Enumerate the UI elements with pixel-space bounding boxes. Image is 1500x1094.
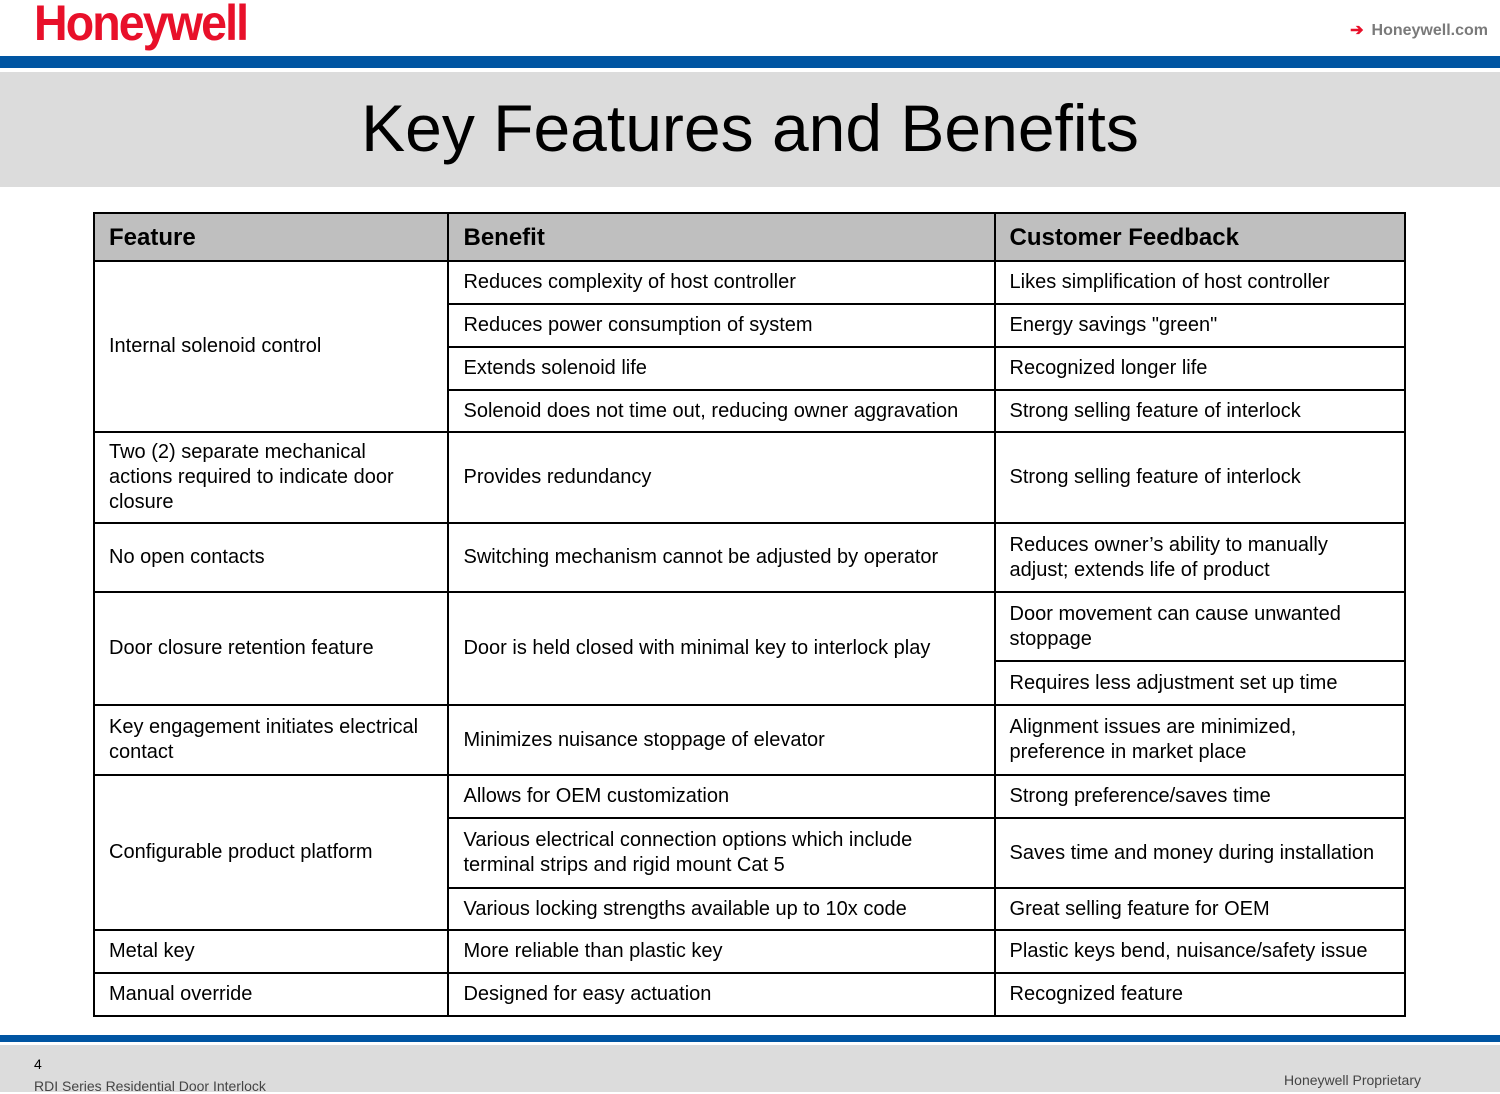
page-number: 4: [34, 1056, 42, 1072]
benefit-cell: More reliable than plastic key: [448, 930, 994, 973]
column-header: Feature: [94, 213, 448, 261]
feature-cell: Door closure retention feature: [94, 592, 448, 705]
honeywell-link[interactable]: [1350, 20, 1488, 40]
feature-cell: No open contacts: [94, 523, 448, 592]
benefit-cell: Reduces complexity of host controller: [448, 261, 994, 304]
feature-cell: Two (2) separate mechanical actions required to indicate door closure: [94, 432, 448, 523]
column-header: Benefit: [448, 213, 994, 261]
feedback-cell: Reduces owner’s ability to manually adjust; extends life of product: [995, 523, 1405, 592]
feedback-cell: Strong selling feature of interlock: [995, 432, 1405, 523]
footer-divider: [0, 1035, 1500, 1042]
table-row: [94, 930, 1405, 973]
table-header: [94, 213, 1405, 261]
table-row: [94, 432, 1405, 523]
feedback-cell: Alignment issues are minimized, preference in market place: [995, 705, 1405, 775]
arrow-right-icon: ➔: [1350, 22, 1364, 39]
feedback-cell: Requires less adjustment set up time: [995, 661, 1405, 705]
feedback-cell: Great selling feature for OEM: [995, 888, 1405, 930]
feedback-cell: Door movement can cause unwanted stoppage: [995, 592, 1405, 661]
benefit-cell: Extends solenoid life: [448, 347, 994, 390]
features-table: [93, 212, 1406, 1017]
feedback-cell: Recognized feature: [995, 973, 1405, 1016]
table-row: [94, 261, 1405, 304]
feature-cell: Configurable product platform: [94, 775, 448, 930]
benefit-cell: Minimizes nuisance stoppage of elevator: [448, 705, 994, 775]
table-row: [94, 775, 1405, 818]
table-row: [94, 523, 1405, 592]
honeywell-link-text[interactable]: Honeywell.com: [1371, 22, 1488, 39]
feedback-cell: Energy savings "green": [995, 304, 1405, 347]
feature-cell: Key engagement initiates electrical contact: [94, 705, 448, 775]
benefit-cell: Reduces power consumption of system: [448, 304, 994, 347]
benefit-cell: Solenoid does not time out, reducing owner aggravation: [448, 390, 994, 432]
header-divider: [0, 56, 1500, 68]
benefit-cell: Designed for easy actuation: [448, 973, 994, 1016]
page-title: Key Features and Benefits: [361, 91, 1139, 165]
deck-title: RDI Series Residential Door Interlock: [34, 1078, 266, 1094]
classification: Honeywell Proprietary: [1284, 1072, 1421, 1088]
benefit-cell: Allows for OEM customization: [448, 775, 994, 818]
feature-cell: Internal solenoid control: [94, 261, 448, 432]
table-row: [94, 973, 1405, 1016]
table-row: [94, 705, 1405, 775]
column-header: Customer Feedback: [995, 213, 1405, 261]
feedback-cell: Strong selling feature of interlock: [995, 390, 1405, 432]
benefit-cell: Various locking strengths available up to 10x code: [448, 888, 994, 930]
benefit-cell: Switching mechanism cannot be adjusted by operator: [448, 523, 994, 592]
feature-cell: Manual override: [94, 973, 448, 1016]
feedback-cell: Saves time and money during installation: [995, 818, 1405, 888]
feedback-cell: Likes simplification of host controller: [995, 261, 1405, 304]
honeywell-logo: Honeywell: [34, 0, 248, 51]
benefit-cell: Provides redundancy: [448, 432, 994, 523]
benefit-cell: Various electrical connection options which include terminal strips and rigid mount Cat 5: [448, 818, 994, 888]
table-row: [94, 592, 1405, 661]
feature-cell: Metal key: [94, 930, 448, 973]
benefit-cell: Door is held closed with minimal key to interlock play: [448, 592, 994, 705]
feedback-cell: Strong preference/saves time: [995, 775, 1405, 818]
feedback-cell: Recognized longer life: [995, 347, 1405, 390]
feedback-cell: Plastic keys bend, nuisance/safety issue: [995, 930, 1405, 973]
